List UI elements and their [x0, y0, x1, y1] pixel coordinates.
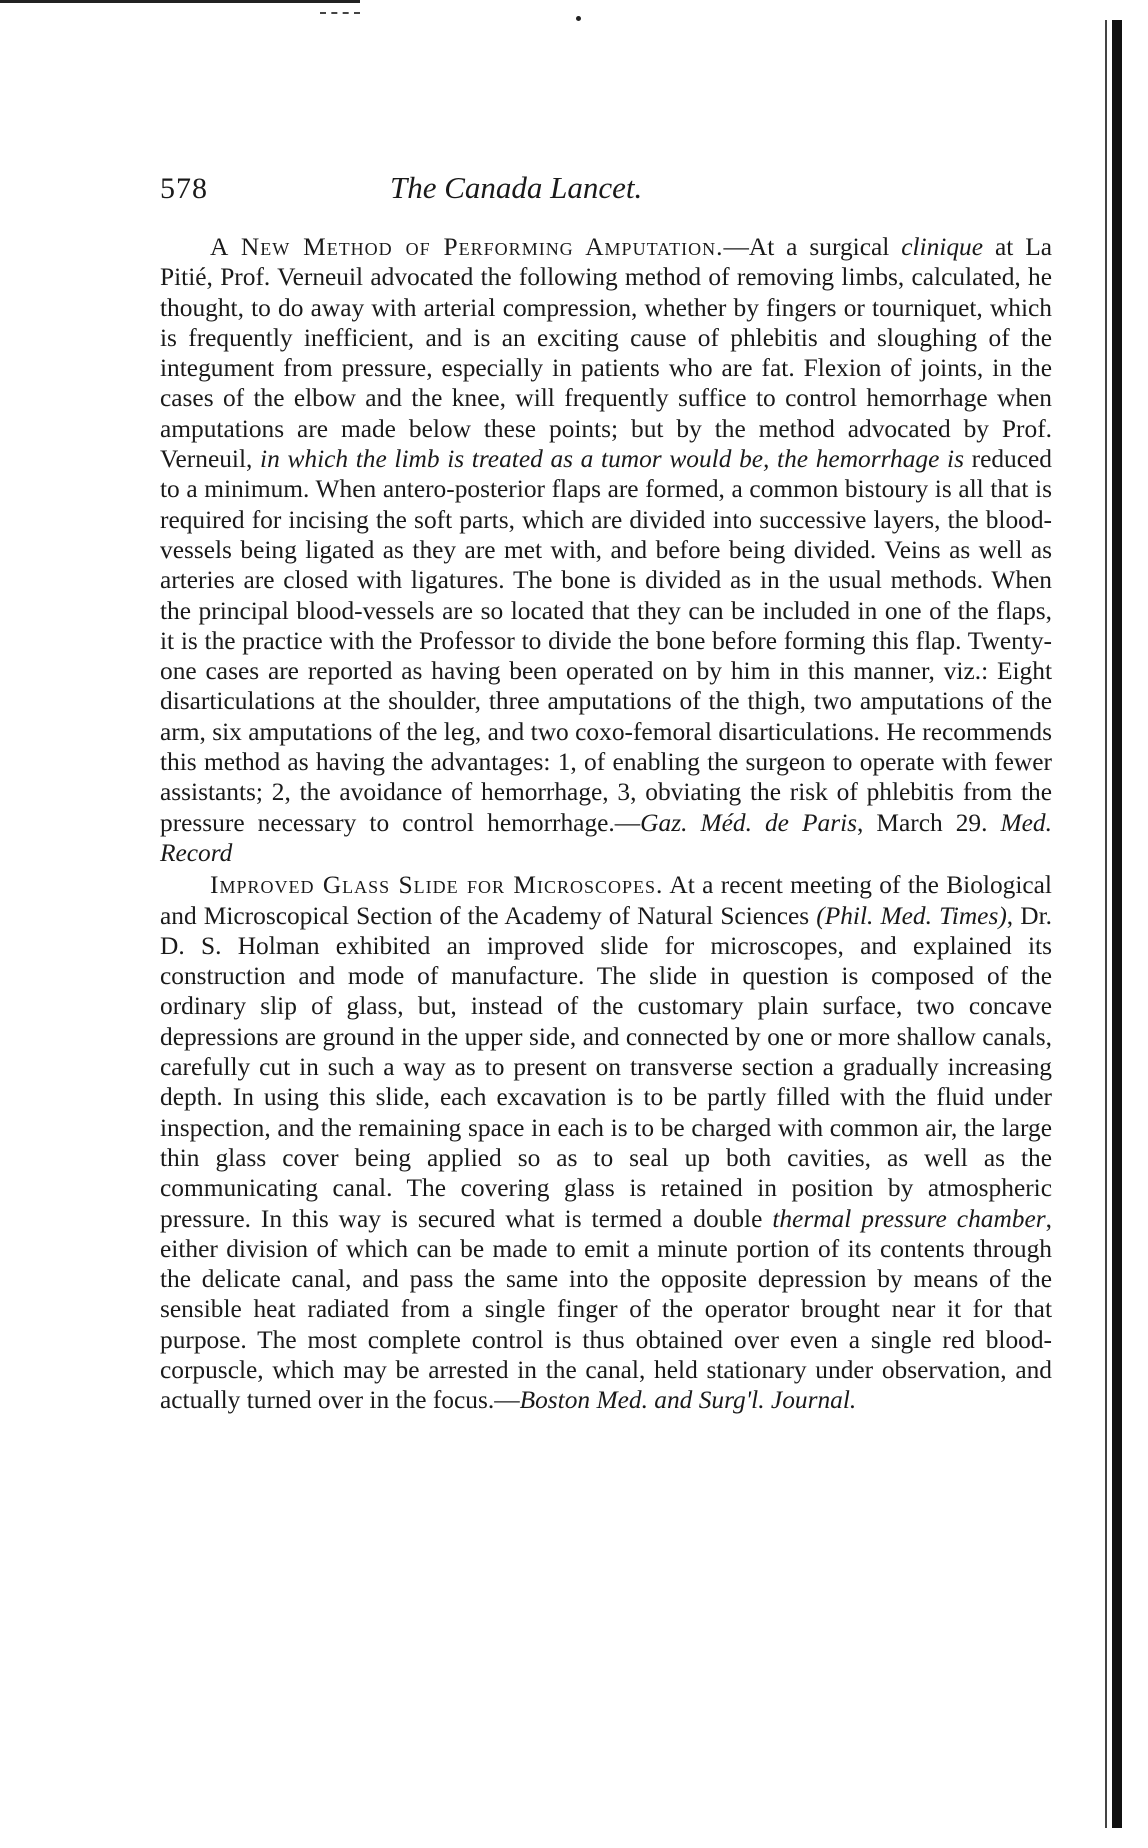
body-text: —At a surgical — [723, 233, 902, 261]
page-edge-border — [1112, 20, 1122, 1828]
body-text: , either division of which can be made to emit a minute portion of its contents through the delicate canal, and pass the same into the opposite depression by means of the sensible heat radiated from a single finger of the operator brought near it for that purpose. The most complete control is thus obtained over even a single red blood-corpuscle, which may be arrested in the canal, held stationary under observation, and actually turned over in the focus.— — [160, 1204, 1052, 1415]
article-glass-slide — [160, 870, 1052, 1415]
article-amputation — [160, 232, 1052, 868]
top-rule-dash — [320, 12, 360, 14]
italic-text: clinique — [901, 233, 984, 261]
scan-speck — [576, 16, 581, 21]
body-text: At a recent meeting of the Biological and Microscopical Section of the Academy of Natural Sciences — [160, 871, 1052, 930]
italic-text: in which the limb is treated as a tumor would be, the hemorrhage is — [260, 445, 964, 474]
body-text: , March 29. — [857, 808, 1001, 837]
italic-text: Gaz. Méd. de Paris — [640, 808, 858, 837]
running-head — [160, 170, 1052, 210]
article-body — [160, 232, 1052, 1416]
page — [160, 170, 1052, 1416]
italic-text: thermal pressure chamber — [772, 1204, 1046, 1233]
body-text: at La Pitié, Prof. Verneuil advocated the following method of removing limbs, calculated, he thought, to do away with arterial compression, whether by fingers or tourniquet, which is frequently inefficient, and is an exciting cause of phlebitis and sloughing of the integument from pressure, especially in patients who are fat. Flexion of joints, in the cases of the elbow and the knee, will frequently suffice to control hemorrhage when amputations are made below these points; but by the method advocated by Prof. Verneuil, — [160, 233, 1052, 474]
italic-text: (Phil. Med. Times) — [816, 901, 1007, 930]
italic-text: Boston Med. and Surg'l. Journal. — [519, 1386, 857, 1415]
article-heading: Improved Glass Slide for Microscopes. — [210, 871, 664, 900]
page-edge-line — [1105, 20, 1107, 1828]
top-rule — [0, 0, 360, 3]
italic-text: Med. Record — [160, 808, 1052, 867]
article-heading: A New Method of Performing Amputation. — [210, 233, 724, 261]
body-text: reduced to a minimum. When antero-posterior flaps are formed, a common bistoury is all that is required for incising the soft parts, which are divided into successive layers, the blood-vessels being ligated as they are met with, and before being divided. Veins as well as arteries are closed with ligatures. The bone is divided as in the usual methods. When the principal blood-vessels are so located that they can be included in one of the flaps, it is the practice with the Professor to divide the bone before forming this flap. Twenty-one cases are reported as having been operated on by him in this manner, viz.: Eight disarticulations at the shoulder, three amputations of the thigh, two amputations of the arm, six amputations of the leg, and two coxo-femoral disarticulations. He recommends this method as having the advantages: 1, of enabling the surgeon to operate with fewer assistants; 2, the avoidance of hemorrhage, 3, obviating the risk of phlebitis from the pressure necessary to control hemorrhage.— — [160, 445, 1052, 837]
page-number: 578 — [160, 172, 208, 205]
journal-title: The Canada Lancet. — [390, 170, 643, 205]
body-text: , Dr. D. S. Holman exhibited an improved slide for microscopes, and explained its construction and mode of manufacture. The slide in question is composed of the ordinary slip of glass, but, instead of the customary plain surface, two concave depressions are ground in the upper side, and connected by one or more shallow canals, carefully cut in such a way as to present on transverse section a gradually increasing depth. In using this slide, each excavation is to be partly filled with the fluid under inspection, and the remaining space in each is to be charged with common air, the large thin glass cover being applied so as to seal up both cavities, as well as the communicating canal. The covering glass is retained in position by atmospheric pressure. In this way is secured what is termed a double — [160, 901, 1052, 1233]
